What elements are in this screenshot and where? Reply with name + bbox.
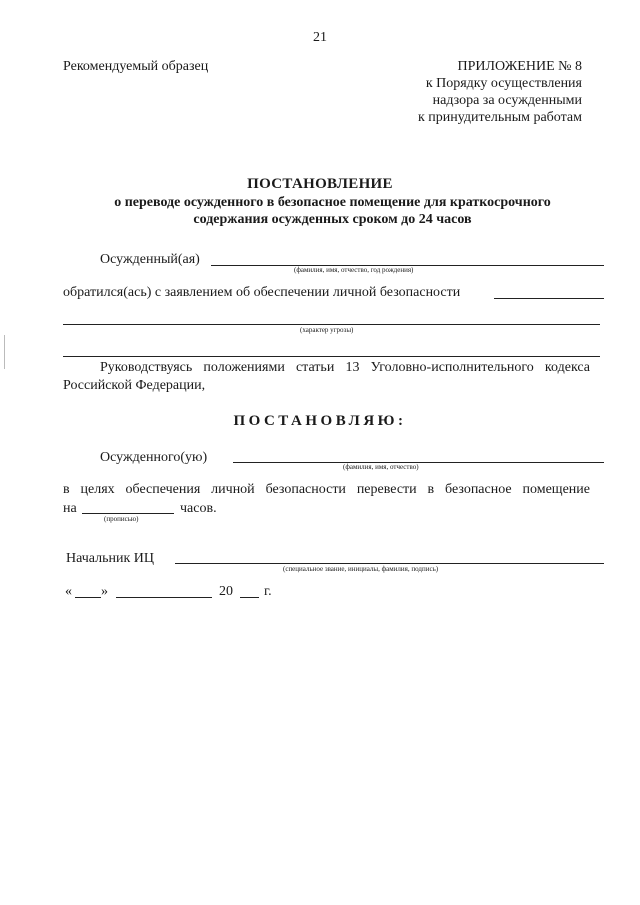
chief-signature-field[interactable] — [175, 563, 604, 564]
convict2-label: Осужденного(ую) — [100, 450, 208, 465]
threat-field-continued[interactable] — [63, 356, 600, 357]
applied-text: обратился(ась) с заявлением об обеспечении личной безопасности — [63, 285, 461, 300]
hours-field[interactable] — [82, 513, 174, 514]
document-title: ПОСТАНОВЛЕНИЕ — [247, 176, 393, 192]
hours-word: часов. — [180, 501, 217, 516]
scan-edge-mark — [4, 335, 5, 369]
date-year-field[interactable] — [240, 597, 259, 598]
threat-caption: (характер угрозы) — [300, 326, 354, 334]
for-word: на — [63, 501, 77, 516]
transfer-text: в целях обеспечения личной безопасности перевести в безопасное помещение — [63, 482, 590, 497]
sample-label: Рекомендуемый образец — [63, 59, 209, 74]
appendix-line-3: надзора за осужденными — [432, 93, 582, 108]
convict-label: Осужденный(ая) — [100, 252, 200, 267]
threat-field[interactable] — [63, 324, 600, 325]
subtitle-line-2: содержания осужденных сроком до 24 часов — [193, 212, 472, 227]
page-number: 21 — [313, 30, 327, 45]
decree-heading: ПОСТАНОВЛЯЮ: — [233, 413, 407, 429]
convict2-caption: (фамилия, имя, отчество) — [343, 463, 419, 471]
chief-caption: (специальное звание, инициалы, фамилия, подпись) — [283, 565, 439, 573]
appendix-block — [418, 58, 582, 126]
date-close-quote: » — [101, 584, 108, 599]
date-open-quote: « — [65, 584, 72, 599]
date-day-field[interactable] — [75, 597, 101, 598]
chief-label: Начальник ИЦ — [66, 551, 155, 566]
subtitle-line-1: о переводе осужденного в безопасное помещение для краткосрочного — [114, 195, 551, 210]
applied-field[interactable] — [494, 298, 604, 299]
date-century: 20 — [219, 584, 233, 599]
date-year-suffix: г. — [264, 584, 272, 599]
document-subtitle — [60, 194, 605, 228]
guided-paragraph: Руководствуясь положениями статьи 13 Уголовно-исполнительного кодекса Российской Федерации, — [63, 360, 590, 393]
date-month-field[interactable] — [116, 597, 212, 598]
appendix-line-2: к Порядку осуществления — [425, 76, 582, 91]
appendix-line-4: к принудительным работам — [418, 110, 582, 125]
in-words-caption: (прописью) — [104, 515, 139, 523]
appendix-line-1: ПРИЛОЖЕНИЕ № 8 — [457, 59, 582, 74]
convict-caption: (фамилия, имя, отчество, год рождения) — [294, 266, 414, 274]
